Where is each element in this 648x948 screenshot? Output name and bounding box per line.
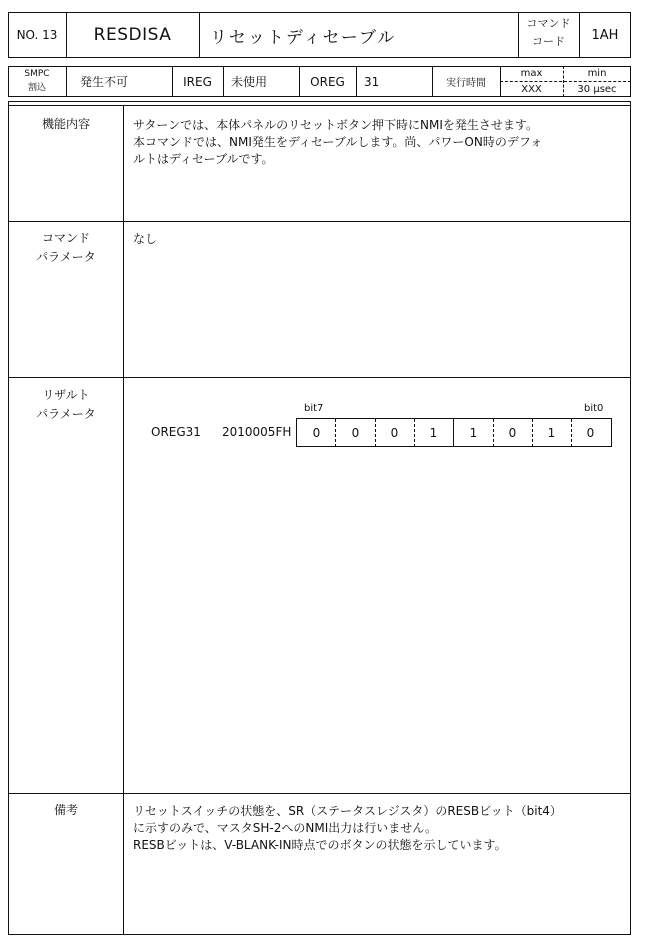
exec-time-label: 実行時間 <box>446 78 486 89</box>
bit-2: 0 <box>508 426 517 440</box>
command-code-label-line1: コマンド <box>526 17 571 30</box>
bit0-label: bit0 <box>584 403 604 414</box>
smpc-label-line2: 割込 <box>27 83 46 93</box>
remarks-label: 備考 <box>53 803 78 817</box>
result-param-label-line2: パラメータ <box>36 407 96 421</box>
remarks-line: リセットスイッチの状態を、SR（ステータスレジスタ）のRESBビット（bit4） <box>133 804 562 818</box>
oreg-value: 31 <box>364 74 380 89</box>
function-line: ルトはディセーブルです。 <box>133 152 274 166</box>
command-name: RESDISA <box>93 25 172 45</box>
ireg-value: 未使用 <box>231 75 268 89</box>
function-text <box>133 117 613 168</box>
bit-1: 1 <box>547 426 556 440</box>
min-value: 30 μsec <box>577 83 617 95</box>
bit-field <box>296 418 612 447</box>
function-line: 本コマンドでは、NMI発生をディセーブルします。尚、パワーON時のデフォ <box>133 135 543 149</box>
command-code-label <box>518 15 579 51</box>
min-label: min <box>587 68 607 79</box>
bit7-label: bit7 <box>304 403 324 414</box>
function-label: 機能内容 <box>41 117 90 131</box>
result-param-label-line1: リザルト <box>42 388 90 402</box>
remarks-text <box>133 803 613 854</box>
function-line: サターンでは、本体パネルのリセットボタン押下時にNMIを発生させます。 <box>133 118 538 132</box>
bit-5: 0 <box>390 426 399 440</box>
smpc-interrupt-label <box>8 67 66 95</box>
command-param-label-line2: パラメータ <box>36 250 96 264</box>
ireg-label: IREG <box>183 74 212 89</box>
max-label: max <box>520 68 543 79</box>
bit-6: 0 <box>351 426 360 440</box>
bit-7: 0 <box>312 426 321 440</box>
interrupt-value: 発生不可 <box>80 75 129 89</box>
command-param-label-line1: コマンド <box>41 231 90 245</box>
command-code: 1AH <box>591 27 619 43</box>
register-address: 2010005FH <box>222 425 292 439</box>
bit-3: 1 <box>469 426 478 440</box>
command-number: NO. 13 <box>16 28 58 42</box>
max-value: XXX <box>521 83 542 95</box>
register-name: OREG31 <box>151 425 201 439</box>
command-param-label <box>12 229 120 267</box>
bit-4: 1 <box>429 426 438 440</box>
remarks-line: に示すのみで、マスタSH-2へのNMI出力は行いません。 <box>133 821 437 835</box>
oreg-label: OREG <box>310 74 345 89</box>
command-title: リセットディセーブル <box>210 27 397 48</box>
result-param-label <box>12 386 120 424</box>
remarks-line: RESBビットは、V-BLANK-IN時点でのボタンの状態を示しています。 <box>133 838 507 852</box>
bit-0: 0 <box>586 426 595 440</box>
command-param-text: なし <box>133 232 158 246</box>
command-code-label-line2: コード <box>532 35 565 48</box>
smpc-label-line1: SMPC <box>24 69 50 79</box>
